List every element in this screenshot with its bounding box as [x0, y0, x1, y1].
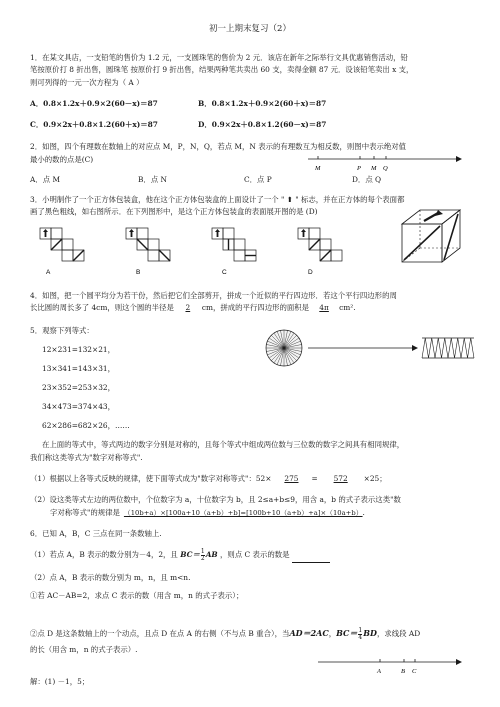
q6-sub1-numerator: 1 — [200, 547, 205, 555]
q4-line-1: 4．如图，把一个圆平均分为若干份，然后把它们全部剪开，拼成一个近似的平行四边形．若这个平行四边形的周 — [30, 291, 397, 300]
q6-sub1-eq: BC＝ — [180, 550, 200, 559]
q6-sub-2: （2）点 A，B 表示的数分别为 m，n，且 m<n. — [30, 573, 191, 582]
q4-text-pre: 长比圆的周长多了 4cm，则这个圆的半径是 — [30, 303, 174, 312]
net-d-label: D — [308, 269, 313, 276]
q6-intro: 6．已知 A，B，C 三点在同一条数轴上. — [30, 529, 162, 538]
net-a — [40, 228, 84, 276]
q6-axis-label-b: B — [401, 668, 405, 675]
q6-sub-2-part-2-line-2: 的长（用含 m，n 的式子表示）. — [30, 645, 138, 654]
q1-option-d: D．0.9×2x＋0.8×1.2(60－x)＝87 — [198, 120, 327, 129]
q6-sub-2-part-2-line-1 — [30, 626, 420, 641]
q4-text-mid: cm，拼成的平行四边形的面积是 — [201, 303, 310, 312]
q6-part2-eq1: AD＝2AC — [289, 628, 329, 638]
q3-line-2: 画了黑色粗线，如右图所示．在下列图形中，是这个正方体包装盒的表面展开图的是 (D) — [30, 207, 318, 216]
q5-equation-2: 13×341=143×31， — [42, 364, 115, 373]
net-c-label: C — [222, 269, 227, 276]
q5-sub-2-line-1: （2）设这类等式左边的两位数中，个位数字为 a，十位数字为 b，且 2≤a+b≤9，用含 a，b 的式子表示这类"数 — [30, 495, 401, 504]
q6-axis-label-c: C — [412, 668, 417, 675]
sector-circle — [266, 330, 302, 366]
q1-option-a: A．0.8×1.2x＋0.9×2(60－x)＝87 — [30, 99, 158, 108]
net-d — [298, 228, 342, 276]
q1-option-b: B．0.8×1.2x＋0.9×2(60＋x)＝87 — [198, 99, 327, 108]
q6-part2-eq2: BC＝ — [336, 628, 358, 638]
q6-axis-label-a: A — [377, 668, 381, 675]
net-b-label: B — [136, 269, 141, 276]
net-c — [212, 228, 256, 276]
q6-part2-bd: BD — [363, 628, 377, 638]
page-title: 初一上期末复习（2） — [209, 24, 291, 34]
q6-number-line — [318, 652, 468, 682]
axis-label-m: M — [315, 165, 321, 172]
q6-sub1-ab: AB — [205, 550, 218, 559]
q2-number-line — [308, 153, 468, 175]
axis-label-m2: M — [371, 165, 377, 172]
q6-sub1-fraction — [201, 549, 205, 562]
net-b — [126, 228, 170, 276]
circle-parallelogram-figure — [262, 328, 478, 370]
q5-intro: 5．观察下列等式： — [30, 326, 94, 335]
q5-para-1: 在上面的等式中，等式两边的数字分别是对称的，且每个等式中组成两位数与三位数的数字之间具有相同规律， — [42, 440, 405, 449]
q4-answer-radius: 2 — [185, 303, 191, 312]
q6-part2-numerator: 1 — [358, 626, 363, 634]
q6-answer: 解：(1) －1，5； — [30, 677, 90, 686]
q2-option-d: D．点 Q — [352, 175, 382, 184]
q1-line-1: 1．在某文具店，一支铅笔的售价为 1.2 元，一支圆珠笔的售价为 2 元．该店在新年之际举行文具优惠销售活动，铅 — [30, 53, 408, 62]
axis-label-p: P — [357, 165, 361, 172]
parallelogram-zigzag — [422, 338, 474, 358]
q5-sub2-pre: 字对称等式"的规律是 — [50, 508, 120, 517]
cube-nets — [40, 222, 400, 276]
q5-sub1-pre: （1）根据以上各等式反映的规律，使下面等式成为"数字对称等式"：52× — [30, 474, 272, 483]
q4-line-2 — [30, 302, 356, 313]
q1-line-2: 笔按原价打 8 折出售，圆珠笔 按原价打 9 折出售，结果两种笔共卖出 60 支，卖得金额 87 元．设该铅笔卖出 x 支， — [30, 65, 414, 74]
q6-sub1-answer-blank — [292, 548, 330, 563]
q5-sub1-answer-a: 275 — [284, 474, 299, 483]
q5-sub2-answer: （10b+a）×[100a+10（a+b）+b]=[100b+10（a+b）+a]×（10a+b） — [123, 509, 363, 517]
q3-line-1: 3．小明制作了一个正方体包装盒，他在这个正方体包装盒的上面设计了一个 " ⬆ " 标志，并在正方体的每个表面都 — [30, 195, 405, 204]
q4-text-post: cm². — [339, 303, 356, 312]
q5-equation-5: 62×286=682×26，…… — [42, 421, 130, 430]
q6-part2-mid: ， — [328, 629, 337, 638]
q5-equation-4: 34×473=374×43， — [42, 402, 115, 411]
q6-sub1-pre: （1）若点 A，B 表示的数分别为－4，2，且 — [30, 550, 178, 559]
q4-answer-area: 4π — [319, 303, 329, 312]
q2-option-c: C．点 P — [244, 175, 272, 184]
q5-equation-1: 12×231=132×21， — [42, 345, 115, 354]
q6-part2-fraction — [358, 628, 362, 641]
q6-part2-post: ，求线段 AD — [376, 629, 421, 638]
q6-sub-1 — [30, 548, 330, 563]
q6-sub-2-part-1: ①若 AC－AB=2，求点 C 表示的数（用含 m，n 的式子表示）； — [30, 591, 244, 600]
axis-label-q: Q — [383, 165, 388, 172]
q1-line-3: 则可列得的一元一次方程为（ A ） — [30, 78, 144, 87]
approx-parallelogram — [422, 338, 474, 358]
q5-sub-2-line-2 — [50, 507, 365, 519]
q6-part2-pre: ②点 D 是这条数轴上的一个动点，且点 D 在点 A 的右侧（不与点 B 重合），当 — [30, 629, 290, 638]
q6-sub1-post: ，则点 C 表示的数是 — [220, 550, 290, 559]
q5-sub2-post: . — [362, 508, 365, 517]
q5-sub1-post: ×25； — [363, 474, 387, 483]
cube-figure — [394, 204, 474, 266]
q5-sub-1 — [30, 473, 387, 484]
q2-option-b: B．点 N — [138, 175, 168, 184]
net-a-label: A — [46, 269, 51, 276]
q5-equation-3: 23×352=253×32， — [42, 383, 115, 392]
q5-sub1-mid: = — [311, 474, 318, 483]
q1-option-c: C．0.9×2x＋0.8×1.2(60＋x)＝87 — [30, 120, 158, 129]
q5-sub1-answer-b: 572 — [333, 474, 348, 483]
q5-para-2: 我们称这类等式为"数字对称等式". — [30, 453, 143, 462]
q2-option-a: A．点 M — [30, 175, 61, 184]
q2-line-1: 2．如图，四个有理数在数轴上的对应点 M，P，N，Q，若点 M，N 表示的有理数互为相反数，则图中表示绝对值 — [30, 142, 407, 151]
q6-sub1-denominator: 2 — [200, 554, 205, 562]
q2-line-2: 最小的数的点是(C) — [30, 155, 94, 164]
q6-part2-denominator: 4 — [358, 633, 363, 641]
